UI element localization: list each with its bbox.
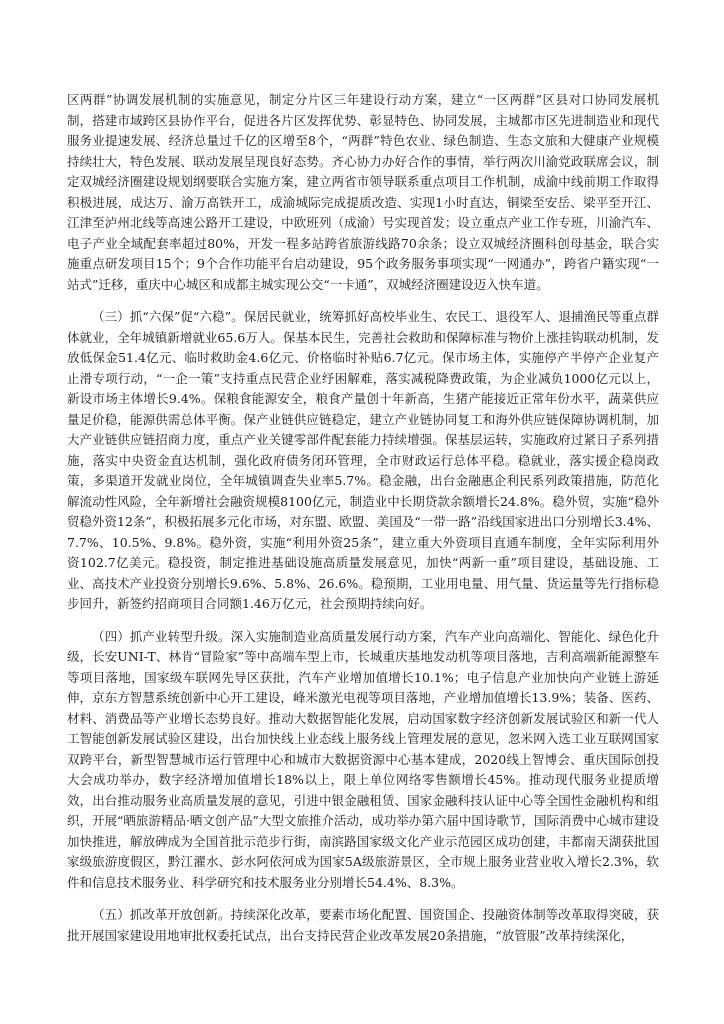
- paragraph-reform-opening: （五）抓改革开放创新。持续深化改革，要素市场化配置、国资国企、投融资体制等改革取得突破，获批开展国家建设用地审批权委托试点，出台支持民营企业改革发展20条措施，“放管服”改革持续深化，: [67, 907, 659, 943]
- paragraph-six-guarantees: （三）抓“六保”促“六稳”。保居民就业，统筹抓好高校毕业生、农民工、退役军人、退捕渔民等重点群体就业，全年城镇新增就业65.6万人。保基本民生，完善社会救助和保障标准与物价上涨挂钩联动机制，发放低保金51.4亿元、临时救助金4.6亿元、价格临时补贴6.7亿元。保市场主体，实施停产半停产企业复产止滑专项行动，“一企一策”支持重点民营企业纾困解难，落实减税降费政策，为企业减负1000亿元以上，新设市场主体增长9.4%。保粮食能源安全，粮食产量创十年新高，生猪产能接近正常年份水平，蔬菜供应量足价稳，能源供需总体平衡。保产业链供应链稳定，建立产业链协同复工和海外供应链保障协调机制，加大产业链供应链招商力度，重点产业关键零部件配套能力持续增强。保基层运转，实施政府过紧日子系列措施，落实中央资金直达机制，强化政府债务闭环管理，全市财政运行总体平稳。稳就业，落实援企稳岗政策，多渠道开发就业岗位，全年城镇调查失业率5.7%。稳金融，出台金融惠企利民系列政策措施，防范化解流动性风险，全年新增社会融资规模8100亿元，制造业中长期贷款余额增长24.8%。稳外贸，实施“稳外贸稳外资12条”，积极拓展多元化市场，对东盟、欧盟、美国及“一带一路”沿线国家进出口分别增长3.4%、7.7%、10.5%、9.8%。稳外资，实施“利用外资25条”，建立重大外资项目直通车制度，全年实际利用外资102.7亿美元。稳投资，制定推进基础设施高质量发展意见，加快“两新一重”项目建设，基础设施、工业、高技术产业投资分别增长9.6%、5.8%、26.6%。稳预期，工业用电量、用气量、货运量等先行指标稳步回升，新签约招商项目合同额1.46万亿元，社会预期持续向好。: [67, 309, 659, 611]
- paragraph-regional-coordination: 区两群”协调发展机制的实施意见，制定分片区三年建设行动方案，建立“一区两群”区县对口协同发展机制，搭建市域跨区县协作平台，促进各片区发挥优势、彰显特色、协同发展，主城都市区先进制造业和现代服务业提速发展、经济总量过千亿的区增至8个，“两群”特色农业、绿色制造、生态文旅和大健康产业规模持续壮大，特色发展、联动发展呈现良好态势。齐心协力办好合作的事情，举行两次川渝党政联席会议，制定双城经济圈建设规划纲要联合实施方案，建立两省市领导联系重点项目工作机制，成渝中线前期工作取得积极进展，成达万、渝万高铁开工，成渝城际完成提质改造、实现1小时直达，铜梁至安岳、梁平至开江、江津至泸州北线等高速公路开工建设，中欧班列（成渝）号实现首发；设立重点产业工作专班，川渝汽车、电子产业全域配套率超过80%，开发一程多站跨省旅游线路70余条；设立双城经济圈科创母基金，联合实施重点研发项目15个；9个合作功能平台启动建设，95个政务服务事项实现“一网通办”，跨省户籍实现“一站式”迁移，重庆中心城区和成都主城实现公交“一卡通”，双城经济圈建设迈入快车道。: [67, 92, 659, 292]
- paragraph-industrial-upgrade: （四）抓产业转型升级。深入实施制造业高质量发展行动方案，汽车产业向高端化、智能化、绿色化升级，长安UNI-T、林肯“冒险家”等中高端车型上市，长城重庆基地发动机等项目落地，吉利高端新能源整车等项目落地，国家级车联网先导区获批，汽车产业增加值增长10.1%；电子信息产业加快向产业链上游延伸，京东方智慧系统创新中心开工建设，峰米激光电视等项目落地，产业增加值增长13.9%；装备、医药、材料、消费品等产业增长态势良好。推动大数据智能化发展，启动国家数字经济创新发展试验区和新一代人工智能创新发展试验区建设，出台加快线上业态线上服务线上管理发展的意见，忽米网入选工业互联网国家双跨平台，新型智慧城市运行管理中心和城市大数据资源中心基本建成，2020线上智博会、重庆国际创投大会成功举办，数字经济增加值增长18%以上，限上单位网络零售额增长45%。推动现代服务业提质增效，出台推动服务业高质量发展的意见，引进中银金融租赁、国家金融科技认证中心等全国性金融机构和组织，开展“晒旅游精品·晒文创产品”大型文旅推介活动，成功举办第六届中国诗歌节，国际消费中心城市建设加快推进，解放碑成为全国首批示范步行街，南滨路国家级文化产业示范园区成功创建，丰都南天湖获批国家级旅游度假区，黔江濯水、彭水阿依河成为国家5A级旅游景区，全市规上服务业营业收入增长2.3%，软件和信息技术服务业、科学研究和技术服务业分别增长54.4%、8.3%。: [67, 628, 659, 890]
- document-body: [67, 90, 659, 958]
